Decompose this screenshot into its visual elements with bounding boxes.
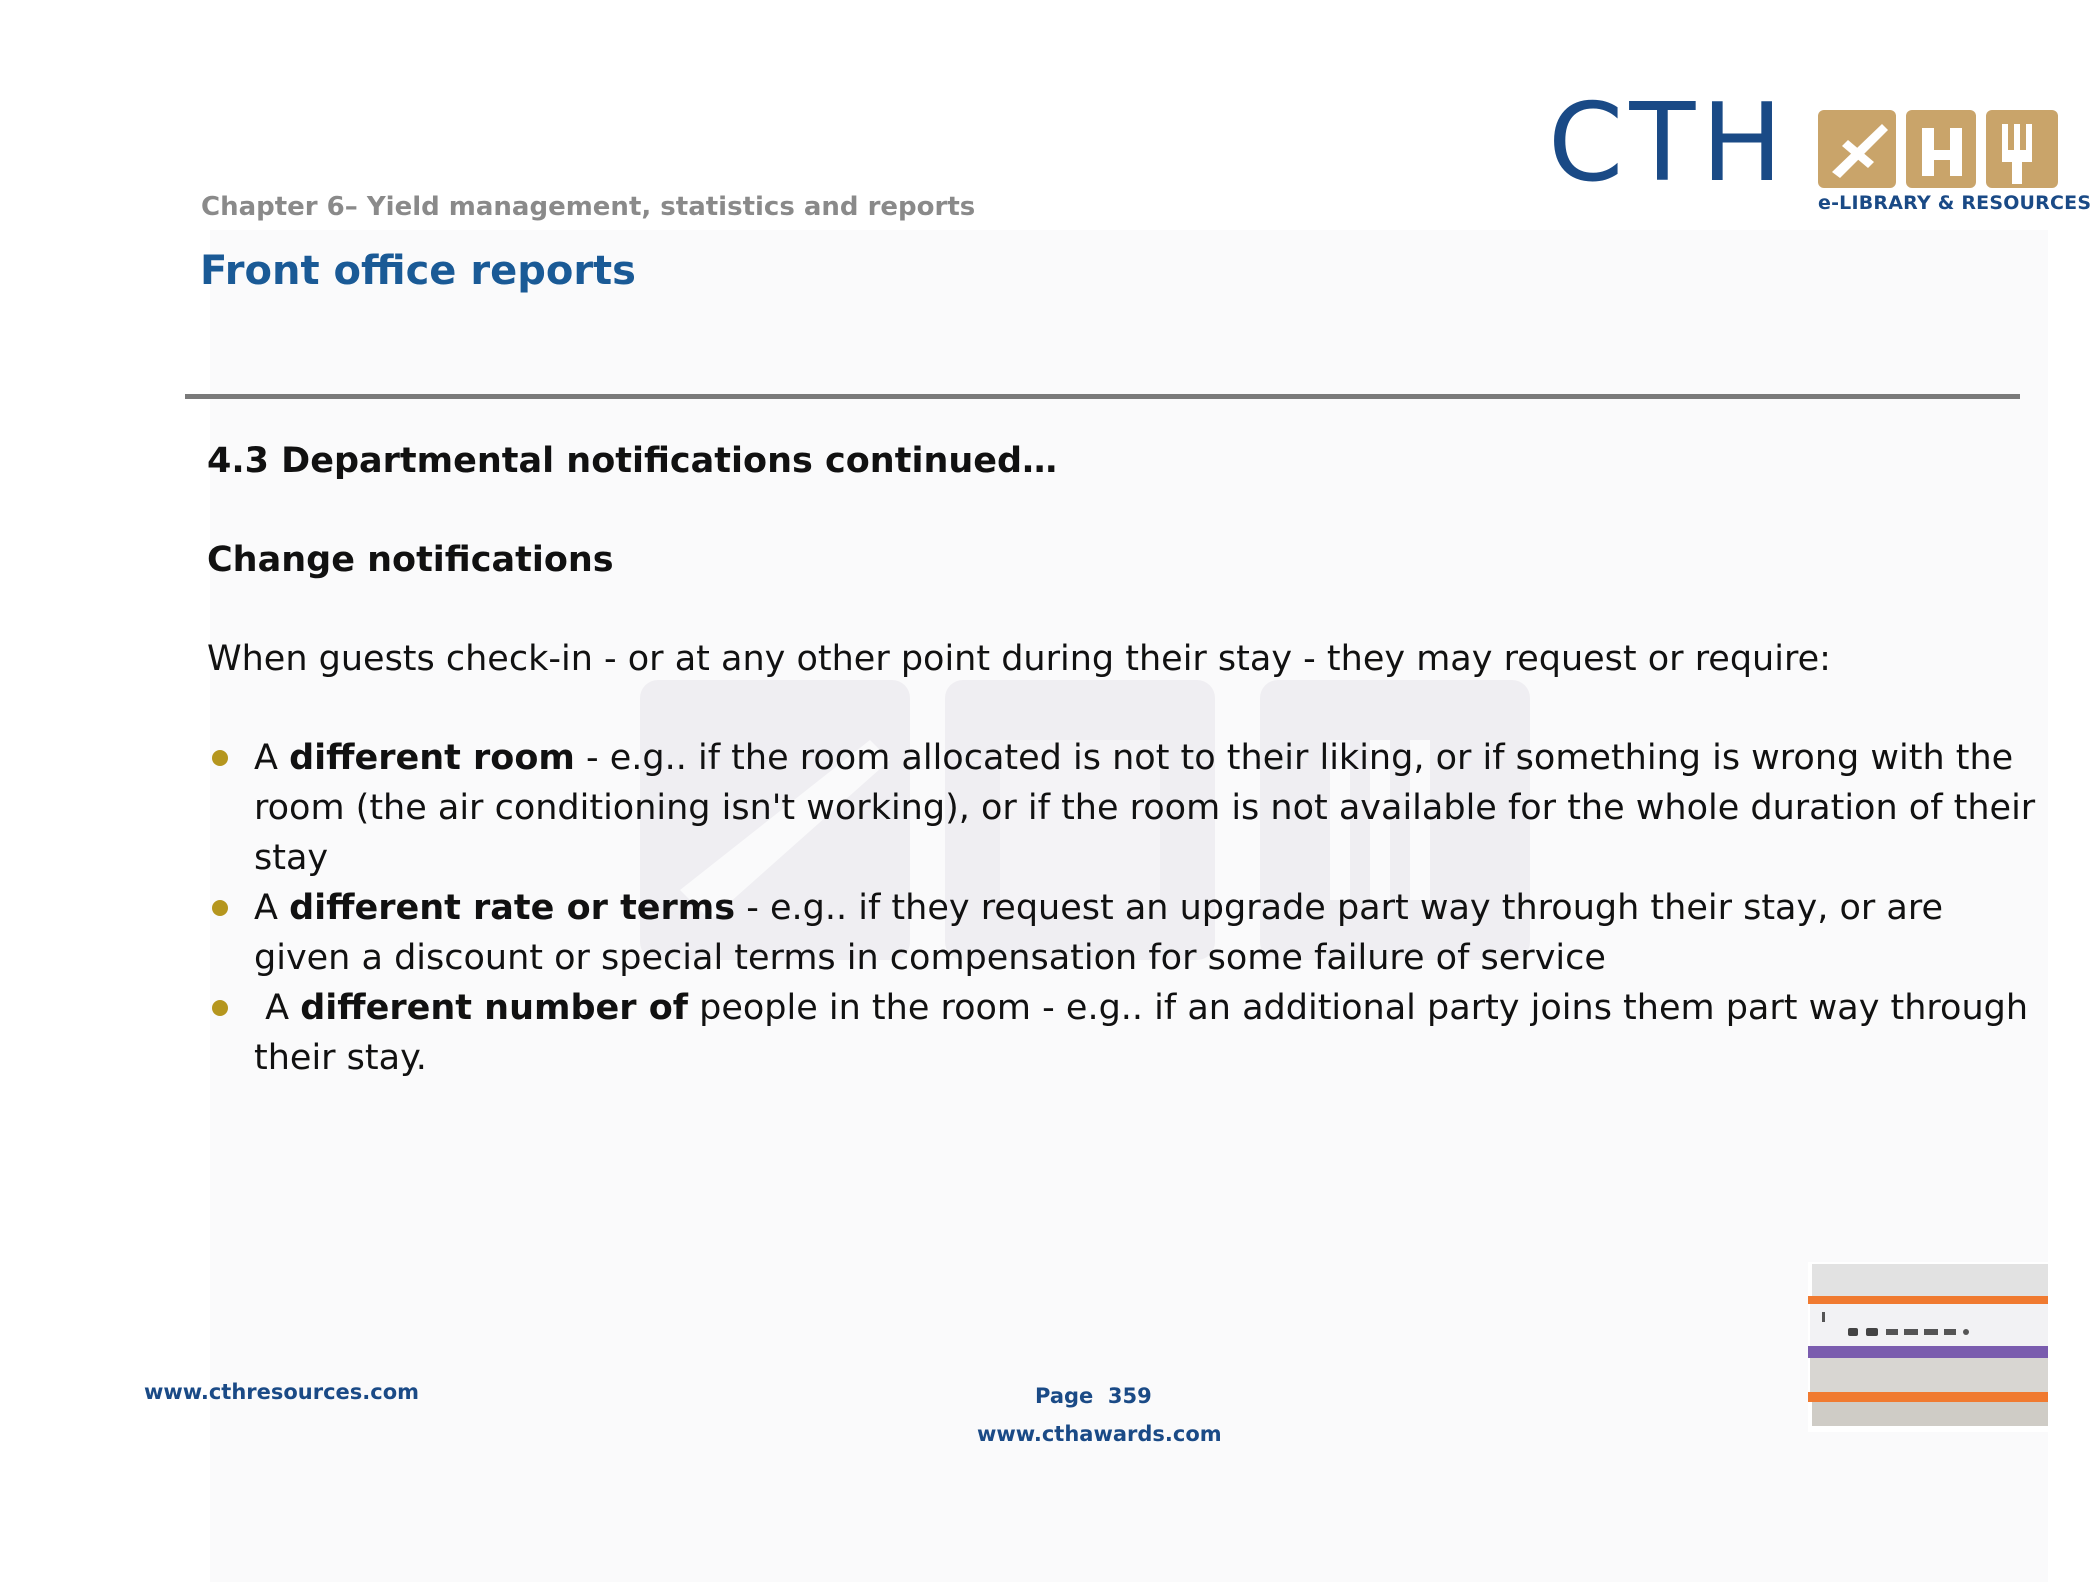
bed-icon [1906, 110, 1976, 188]
bullet-list [207, 733, 2036, 1083]
bullet-dot-icon [212, 750, 228, 766]
bullet-item [207, 883, 2044, 983]
logo-tiles [1818, 110, 2058, 190]
bullet-bold: different room [289, 738, 575, 778]
main-content [207, 436, 2036, 1083]
bullet-text: - e.g.. if the room allocated is not to their liking, or if something is wrong with the room (the air conditioning isn't working), or if the room is not available for the whole duration of their stay [254, 738, 2036, 878]
section-heading: 4.3 Departmental notifications continued… [207, 441, 1058, 481]
bullet-item [207, 733, 2044, 883]
bullet-text: people in the room - e.g.. if an additional party joins them part way through their stay. [254, 988, 2029, 1078]
footer-awards-link[interactable]: www.cthawards.com [977, 1422, 1222, 1446]
bullet-bold: different number of [300, 988, 688, 1028]
bullet-item [207, 983, 2044, 1083]
footer-resources-link[interactable]: www.cthresources.com [144, 1380, 420, 1404]
bullet-prefix: A [254, 988, 301, 1028]
intro-text: When guests check-in - or at any other point during their stay - they may request or require: [207, 639, 1831, 679]
sub-heading: Change notifications [207, 540, 614, 580]
bullet-bold: different rate or terms [289, 888, 736, 928]
logo-text: CTH [1548, 81, 1789, 206]
bullet-dot-icon [212, 1000, 228, 1016]
airplane-icon [1818, 110, 1896, 188]
header-divider [185, 394, 2020, 399]
fork-icon [1986, 110, 2058, 188]
page-number: Page 359 [1035, 1384, 1152, 1408]
page-title: Front office reports [200, 248, 636, 294]
bullet-prefix: A [254, 888, 290, 928]
cth-logo [1548, 81, 2091, 220]
bullet-dot-icon [212, 900, 228, 916]
bullet-text: - e.g.. if they request an upgrade part way through their stay, or are given a discount or special terms in compensation for some failure of service [254, 888, 1943, 978]
bullet-prefix: A [254, 738, 290, 778]
books-image [1808, 1262, 2048, 1432]
logo-subtitle: e-LIBRARY & RESOURCES [1818, 192, 2091, 214]
chapter-label: Chapter 6– Yield management, statistics and reports [201, 192, 976, 222]
